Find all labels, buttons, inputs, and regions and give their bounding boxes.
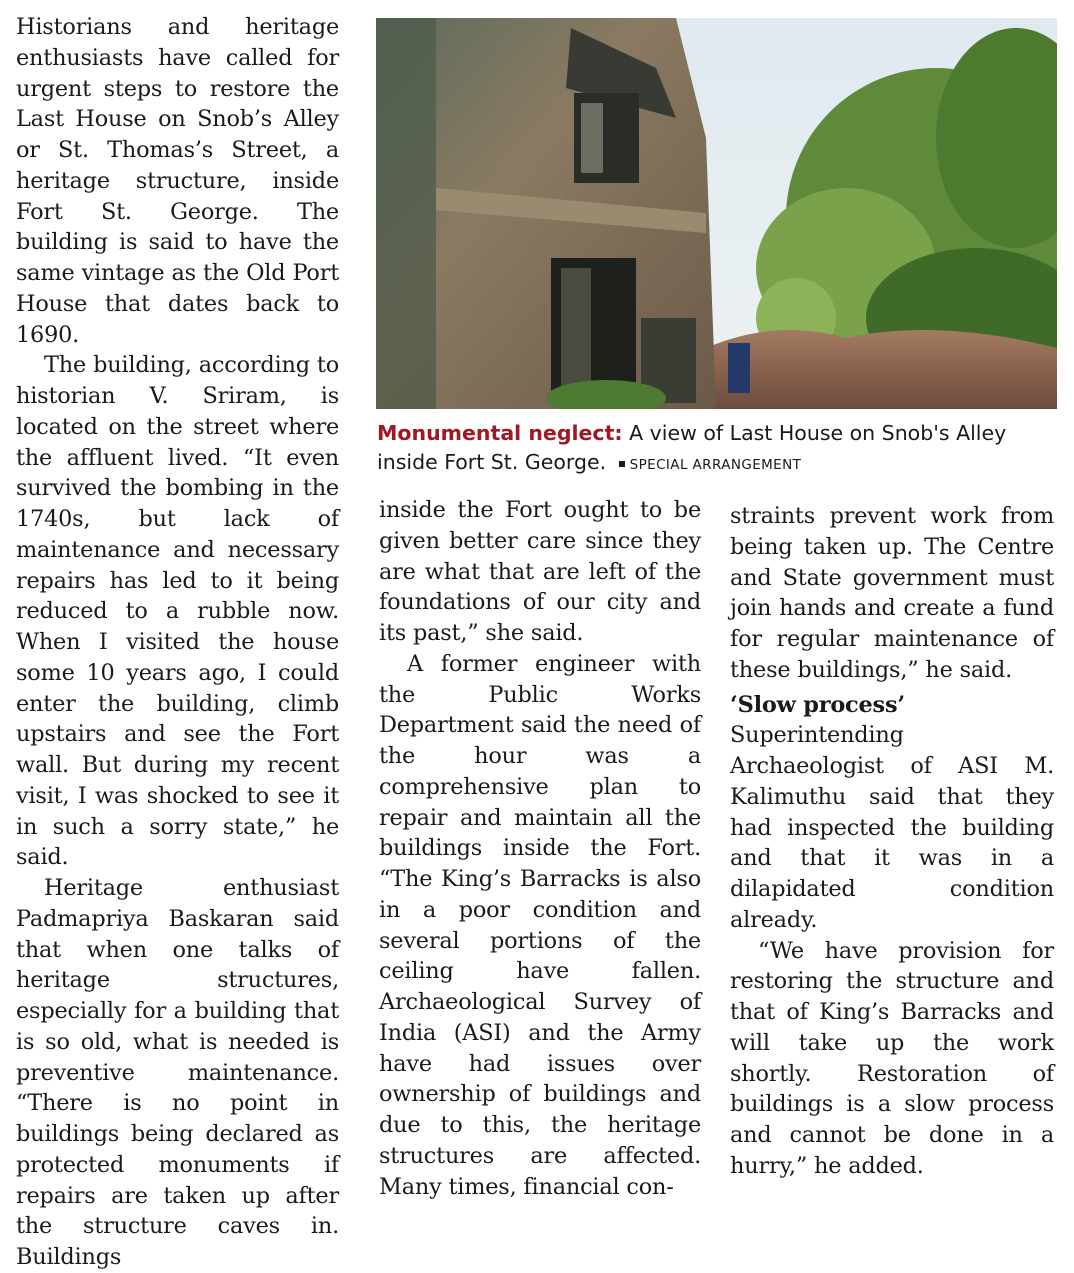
paragraph: inside the Fort ought to be given better care since they are what that are left of the foundations of our city and its past,” she said. [379,497,701,646]
last-house-photo [376,18,1057,409]
paragraph: Heritage enthusiast Padmapriya Baskaran said that when one talks of heritage structures, especially for a building that is so old, what is needed is preventive maintenance. “There is no point in buildings being declared as protected monuments if repairs are taken up after the structure caves in. Buildings [16,875,339,1270]
article-column-3 [730,501,1054,1182]
caption-lead: Monumental neglect: [377,421,623,445]
photo-caption [377,419,1057,480]
photo-credit-text: SPECIAL ARRANGEMENT [629,457,802,473]
article-column-2 [379,495,701,1202]
paragraph: straints prevent work from being taken up. The Centre and State government must join hands and create a fund for regular maintenance of these buildings,” he said. [730,503,1054,683]
paragraph: “We have provision for restoring the structure and that of King’s Barracks and will take up the work shortly. Restoration of buildings is a slow process and cannot be done in a hurry,” he added. [730,937,1054,1179]
photo-credit [619,457,802,473]
paragraph: The building, according to historian V. Sriram, is located on the street where the affluent lived. “It even survived the bombing in the 1740s, but lack of maintenance and necessary repairs has led to it being reduced to a rubble now. When I visited the house some 10 years ago, I could enter the building, climb upstairs and see the Fort wall. But during my recent visit, I was shocked to see it in such a sorry state,” he said. [16,352,339,871]
caption-text: A view of Last House on Snob's Alley inside Fort St. George. [377,421,1007,474]
paragraph: Superintending Archaeologist of ASI M. Kalimuthu said that they had inspected the building and that it was in a dilapidated condition already. [730,722,1054,933]
square-bullet-icon [619,461,625,467]
article-column-1 [16,12,339,1273]
paragraph: Historians and heritage enthusiasts have called for urgent steps to restore the Last House on Snob’s Alley or St. Thomas’s Street, a heritage structure, inside Fort St. George. The building is said to have the same vintage as the Old Port House that dates back to 1690. [16,14,339,348]
paragraph: A former engineer with the Public Works Department said the need of the hour was a comprehensive plan to repair and maintain all the buildings inside the Fort. “The King’s Barracks is also in a poor condition and several portions of the ceiling have fallen. Archaeological Survey of India (ASI) and the Army have had issues over ownership of buildings and due to this, the heritage structures are affected. Many times, financial con- [379,650,701,1200]
subheading: ‘Slow process’ [730,691,905,718]
